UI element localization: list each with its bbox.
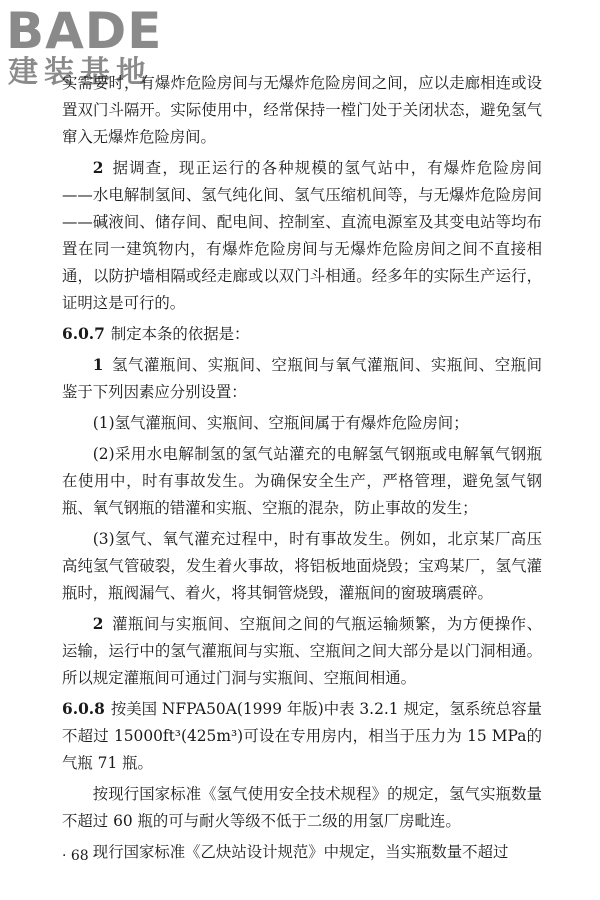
watermark-latin: BADE	[6, 2, 163, 60]
paragraph-6-0-8-b: 按现行国家标准《氢气使用安全技术规程》的规定，氢气实瓶数量不超过 60 瓶的可与耐火等级不低于二级的用氢厂房毗连。	[62, 785, 542, 830]
page-number: · 68 ·	[62, 848, 98, 864]
clause-6-0-7	[62, 321, 542, 348]
paragraph-6-0-7-item-1	[62, 352, 542, 406]
subitem-2: (2)采用水电解制氢的氢气站灌充的电解氢气钢瓶或电解氧气钢瓶在使用中，时有事故发生。为确保安全生产，严格管理，避免氢气钢瓶、氧气钢瓶的错灌和实瓶、空瓶的混杂，防止事故的发生；	[62, 445, 542, 517]
item-text: 氢气灌瓶间、实瓶间、空瓶间与氧气灌瓶间、实瓶间、空瓶间鉴于下列因素应分别设置：	[62, 356, 542, 401]
item-number: 1	[92, 356, 104, 374]
clause-6-0-8	[62, 696, 542, 777]
paragraph-6-0-8-c: 现行国家标准《乙炔站设计规范》中规定，当实瓶数量不超过	[92, 843, 509, 861]
item-text: 灌瓶间与实瓶间、空瓶间之间的气瓶运输频繁，为方便操作、运输，运行中的氢气灌瓶间与实瓶、空瓶间之间大部分是以门洞相通。所以规定灌瓶间可通过门洞与实瓶间、空瓶间相通。	[62, 615, 542, 687]
item-number: 2	[92, 615, 104, 633]
clause-label: 6.0.8	[62, 700, 105, 718]
clause-text: 按美国 NFPA50A(1999 年版)中表 3.2.1 规定，氢系统总容量不超过 15000ft³(425m³)可设在专用房内，相当于压力为 15 MPa的气瓶 71 瓶。	[62, 700, 542, 772]
body-text	[62, 70, 542, 870]
subitem-1: (1)氢气灌瓶间、实瓶间、空瓶间属于有爆炸危险房间；	[92, 414, 469, 432]
clause-text: 制定本条的依据是：	[110, 325, 250, 343]
clause-label: 6.0.7	[62, 325, 105, 343]
item-text: 据调查，现正运行的各种规模的氢气站中，有爆炸危险房间——水电解制氢间、氢气纯化间、氢气压缩机间等，与无爆炸危险房间——碱液间、储存间、配电间、控制室、直流电源室及其变电站等均布置在同一建筑物内，有爆炸危险房间与无爆炸危险房间之间不直接相通，以防护墙相隔或经走廊或以双门斗相通。经多年的实际生产运行，证明这是可行的。	[62, 159, 542, 312]
item-number: 2	[92, 159, 104, 177]
paragraph-item-2	[62, 155, 542, 317]
subitem-3: (3)氢气、氧气灌充过程中，时有事故发生。例如，北京某厂高压高纯氢气管破裂，发生着火事故，将铝板地面烧毁；宝鸡某厂，氢气灌瓶时，瓶阀漏气、着火，将其铜管烧毁，灌瓶间的窗玻璃震碎。	[62, 530, 542, 602]
paragraph-p1: 实需要时，有爆炸危险房间与无爆炸危险房间之间，应以走廊相连或设置双门斗隔开。实际使用中，经常保持一樘门处于关闭状态，避免氢气窜入无爆炸危险房间。	[62, 74, 542, 146]
paragraph-6-0-7-item-2	[62, 611, 542, 692]
watermark-cjk: 建装基地	[8, 55, 152, 90]
